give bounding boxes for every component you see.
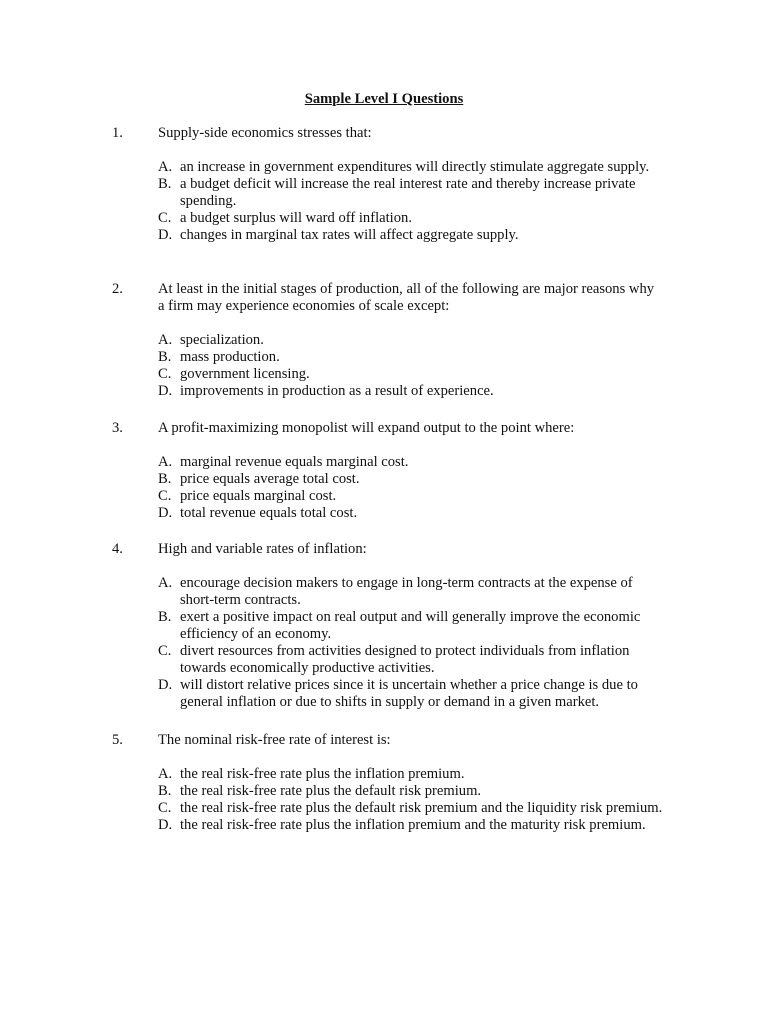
option-letter: A. — [158, 766, 173, 782]
option-letter: D. — [158, 505, 173, 521]
option-letter: C. — [158, 488, 172, 504]
option-text: the real risk-free rate plus the inflation premium and the maturity risk premium. — [180, 817, 646, 833]
option-d — [158, 383, 668, 400]
question-number: 2. — [112, 281, 123, 297]
question-number: 4. — [112, 541, 123, 557]
option-letter: C. — [158, 800, 172, 816]
option-letter: C. — [158, 643, 172, 659]
question-number: 3. — [112, 420, 123, 436]
option-letter: B. — [158, 783, 172, 799]
question-stem: High and variable rates of inflation: — [158, 541, 367, 557]
option-text: mass production. — [180, 349, 280, 365]
option-b — [158, 783, 668, 800]
question-1 — [112, 125, 672, 244]
question-3 — [112, 420, 672, 522]
question-4 — [112, 541, 672, 711]
option-text: a budget deficit will increase the real interest rate and thereby increase private spending. — [180, 176, 636, 209]
question-5 — [112, 732, 672, 834]
option-text: total revenue equals total cost. — [180, 505, 358, 521]
option-b — [158, 471, 668, 488]
option-text: a budget surplus will ward off inflation. — [180, 210, 412, 226]
option-text: the real risk-free rate plus the inflation premium. — [180, 766, 465, 782]
option-c — [158, 210, 668, 227]
option-a — [158, 575, 668, 609]
option-letter: B. — [158, 349, 172, 365]
option-letter: B. — [158, 609, 172, 625]
page-title: Sample Level I Questions — [304, 91, 464, 107]
option-letter: A. — [158, 332, 173, 348]
option-d — [158, 817, 668, 834]
option-letter: C. — [158, 210, 172, 226]
option-letter: A. — [158, 159, 173, 175]
option-c — [158, 643, 668, 677]
question-2 — [112, 281, 672, 400]
option-a — [158, 454, 668, 471]
option-letter: B. — [158, 176, 172, 192]
option-text: government licensing. — [180, 366, 310, 382]
option-a — [158, 159, 668, 176]
option-letter: D. — [158, 817, 173, 833]
option-c — [158, 800, 668, 817]
option-text: will distort relative prices since it is uncertain whether a price change is due to general inflation or due to shifts in supply or demand in a given market. — [180, 677, 638, 710]
option-letter: D. — [158, 677, 173, 693]
question-stem: Supply-side economics stresses that: — [158, 125, 372, 141]
option-text: the real risk-free rate plus the default risk premium. — [180, 783, 482, 799]
option-text: changes in marginal tax rates will affect aggregate supply. — [180, 227, 519, 243]
options-list — [158, 766, 668, 834]
option-d — [158, 505, 668, 522]
options-list — [158, 159, 668, 244]
option-b — [158, 349, 668, 366]
option-text: the real risk-free rate plus the default risk premium and the liquidity risk premium. — [180, 800, 663, 816]
option-text: exert a positive impact on real output and will generally improve the economic efficiency of an economy. — [180, 609, 641, 642]
option-letter: B. — [158, 471, 172, 487]
question-stem: The nominal risk-free rate of interest is: — [158, 732, 391, 748]
option-text: encourage decision makers to engage in long-term contracts at the expense of short-term contracts. — [180, 575, 633, 608]
option-a — [158, 332, 668, 349]
option-b — [158, 176, 668, 210]
question-number: 5. — [112, 732, 123, 748]
question-stem: At least in the initial stages of production, all of the following are major reasons why a firm may experience economies of scale except: — [158, 281, 655, 314]
option-text: divert resources from activities designed to protect individuals from inflation towards economically productive activities. — [180, 643, 630, 676]
options-list — [158, 454, 668, 522]
option-letter: D. — [158, 383, 173, 399]
option-c — [158, 488, 668, 505]
options-list — [158, 332, 668, 400]
option-a — [158, 766, 668, 783]
option-d — [158, 227, 668, 244]
option-letter: D. — [158, 227, 173, 243]
question-stem: A profit-maximizing monopolist will expand output to the point where: — [158, 420, 575, 436]
option-letter: A. — [158, 575, 173, 591]
option-text: price equals marginal cost. — [180, 488, 337, 504]
question-number: 1. — [112, 125, 123, 141]
option-letter: A. — [158, 454, 173, 470]
option-text: improvements in production as a result of experience. — [180, 383, 494, 399]
option-text: specialization. — [180, 332, 264, 348]
option-b — [158, 609, 668, 643]
option-letter: C. — [158, 366, 172, 382]
option-text: marginal revenue equals marginal cost. — [180, 454, 409, 470]
option-text: an increase in government expenditures will directly stimulate aggregate supply. — [180, 159, 650, 175]
option-text: price equals average total cost. — [180, 471, 360, 487]
option-c — [158, 366, 668, 383]
options-list — [158, 575, 668, 711]
option-d — [158, 677, 668, 711]
